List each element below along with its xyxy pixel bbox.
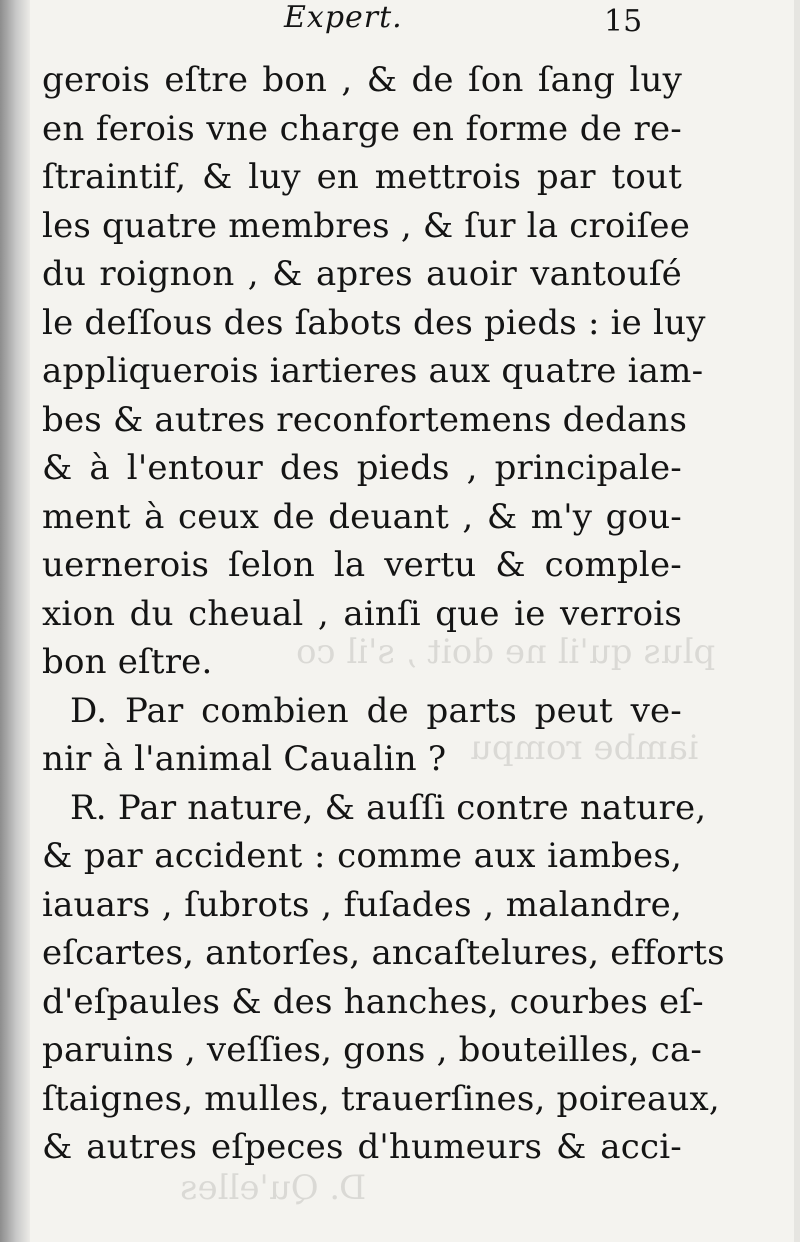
text-line: xion du cheual , ainſi que ie verrois bbox=[42, 593, 682, 634]
text-line: nir à l'animal Caualin ? bbox=[42, 739, 447, 779]
text-line: bes & autres reconfortemens dedans bbox=[42, 399, 688, 440]
text-line: en ferois vne charge en forme de re- bbox=[42, 108, 682, 149]
page-edge bbox=[794, 0, 800, 1242]
text-line: ſtraintif, & luy en mettrois par tout bbox=[42, 157, 682, 197]
text-line: bon eſtre. bbox=[42, 642, 213, 682]
text-line: & à l'entour des pieds , principale- bbox=[42, 448, 682, 488]
page-number: 15 bbox=[604, 4, 643, 39]
body-text bbox=[42, 56, 725, 1172]
answer-line: R. Par nature, & auſſi contre nature, bbox=[70, 787, 707, 828]
bleed-through-text: D. Qu'elles bbox=[180, 1168, 367, 1208]
text-line: du roignon , & apres auoir vantouſé bbox=[42, 254, 682, 294]
text-line: paruins , veſſies, gons , bouteilles, ca- bbox=[42, 1030, 703, 1070]
text-line: ment à ceux de deuant , & m'y gou- bbox=[42, 496, 682, 537]
text-line: les quatre membres , & ſur la croiſee bbox=[42, 205, 691, 246]
text-line: appliquerois iartieres aux quatre iam- bbox=[42, 351, 704, 391]
page-header bbox=[0, 0, 800, 48]
text-line: iauars , ſubrots , fuſades , malandre, bbox=[42, 884, 682, 925]
running-title: Expert. bbox=[284, 0, 403, 35]
text-line: & autres eſpeces d'humeurs & acci- bbox=[42, 1127, 682, 1167]
bleed-through-text: plus qu'il ne doit , s'il co bbox=[296, 632, 716, 672]
binding-gutter bbox=[0, 0, 30, 1242]
text-line: le deſſous des ſabots des pieds : ie luy bbox=[42, 302, 706, 343]
text-line: d'eſpaules & des hanches, courbes eſ- bbox=[42, 981, 704, 1022]
bleed-through-text: iambe rompu bbox=[470, 728, 699, 768]
question-line: D. Par combien de parts peut ve- bbox=[70, 690, 682, 731]
text-line: gerois eſtre bon , & de ſon ſang luy bbox=[42, 60, 682, 100]
text-line: eſcartes, antorſes, ancaſtelures, efforts bbox=[42, 933, 725, 973]
text-line: ſtaignes, mulles, trauerſines, poireaux, bbox=[42, 1078, 720, 1119]
text-line: & par accident : comme aux iambes, bbox=[42, 836, 682, 876]
text-line: uernerois ſelon la vertu & comple- bbox=[42, 545, 682, 585]
